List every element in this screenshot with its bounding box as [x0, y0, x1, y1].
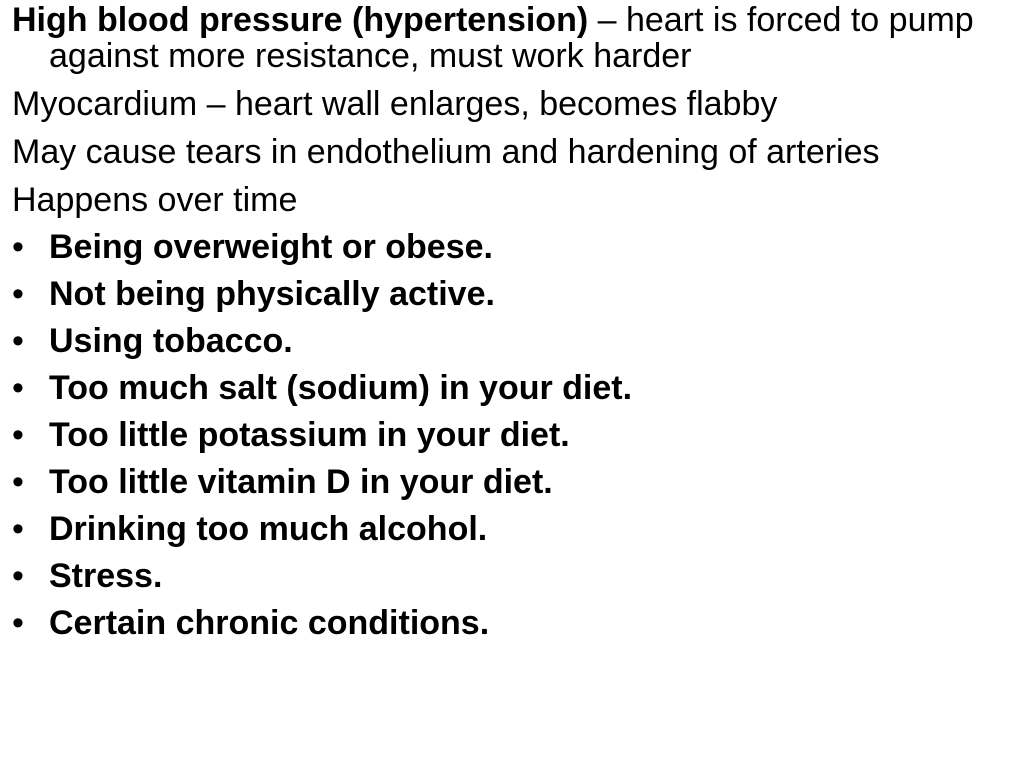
paragraph-bold-lead: High blood pressure (hypertension) — [12, 1, 589, 39]
list-item — [12, 370, 1012, 406]
paragraph-text: Happens over time — [12, 181, 298, 219]
list-item — [12, 558, 1012, 594]
paragraph-endothelium — [12, 134, 1012, 170]
bullet-icon: • — [12, 228, 24, 266]
risk-factor-list — [12, 229, 1012, 641]
list-item-text: Using tobacco. — [49, 322, 293, 360]
bullet-icon: • — [12, 510, 24, 548]
list-item — [12, 276, 1012, 312]
list-item-text: Drinking too much alcohol. — [49, 510, 488, 548]
list-item-text: Certain chronic conditions. — [49, 604, 490, 642]
bullet-icon: • — [12, 275, 24, 313]
bullet-icon: • — [12, 322, 24, 360]
paragraph-hypertension — [12, 2, 1012, 74]
list-item-text: Too little vitamin D in your diet. — [49, 463, 553, 501]
list-item-text: Being overweight or obese. — [49, 228, 493, 266]
bullet-icon: • — [12, 557, 24, 595]
bullet-icon: • — [12, 369, 24, 407]
list-item — [12, 511, 1012, 547]
list-item-text: Stress. — [49, 557, 163, 595]
paragraph-over-time — [12, 182, 1012, 218]
bullet-icon: • — [12, 416, 24, 454]
list-item — [12, 323, 1012, 359]
list-item — [12, 417, 1012, 453]
paragraph-myocardium — [12, 86, 1012, 122]
slide-body — [12, 0, 1012, 641]
paragraph-text: Myocardium – heart wall enlarges, becomes flabby — [12, 85, 778, 123]
list-item — [12, 605, 1012, 641]
list-item-text: Too much salt (sodium) in your diet. — [49, 369, 633, 407]
bullet-icon: • — [12, 463, 24, 501]
paragraph-text: May cause tears in endothelium and hardening of arteries — [12, 133, 880, 171]
list-item-text: Not being physically active. — [49, 275, 495, 313]
list-item — [12, 229, 1012, 265]
paragraph-text: – heart is forced to pump against more resistance, must work harder — [49, 1, 974, 75]
list-item — [12, 464, 1012, 500]
list-item-text: Too little potassium in your diet. — [49, 416, 570, 454]
bullet-icon: • — [12, 604, 24, 642]
